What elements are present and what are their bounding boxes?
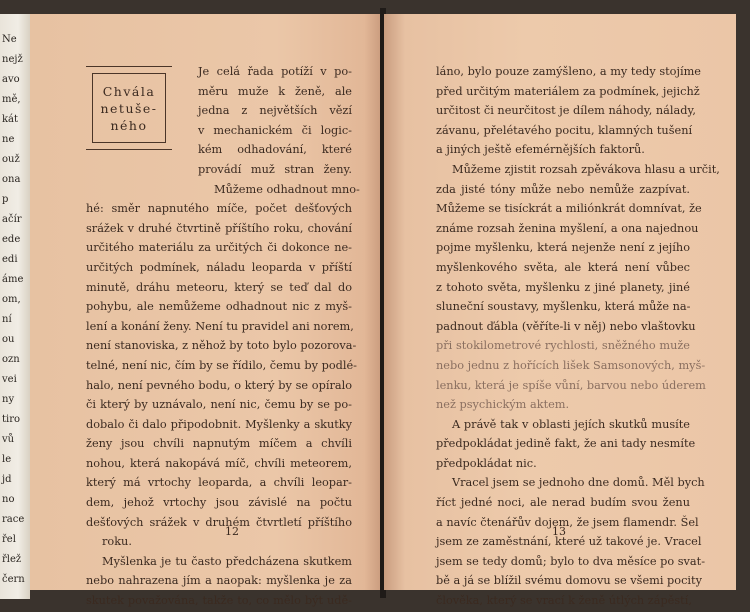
page-number-left: 12 — [225, 525, 239, 539]
text-line: halo, není pevného bodu, o který by se opíralo — [86, 378, 352, 392]
text-line: a jiných ještě efemérnějších faktorů. — [436, 143, 645, 157]
text-line: předpokládat nic. — [436, 456, 537, 470]
left-narrow-column — [198, 62, 360, 199]
text-line: či který by uznávalo, není nic, čemu by se po- — [86, 398, 352, 412]
edge-text-fragment: avo — [2, 74, 20, 85]
text-line: při stokilometrové rychlosti, sněžného muže — [436, 339, 690, 353]
text-line: a navíc čtenářův dojem, že jsem flamendr. Šel — [436, 515, 699, 529]
edge-text-fragment: ouž — [2, 154, 20, 165]
text-line: lenku, která je spíše vůní, barvou nebo úderem — [436, 378, 706, 392]
text-line: který má vrtochy leoparda, a chvíli leopar- — [86, 476, 352, 490]
text-line: Vracel jsem se jednoho dne domů. Měl bych — [452, 476, 705, 490]
edge-text-fragment: le — [2, 454, 12, 465]
edge-text-fragment: ní — [2, 314, 12, 325]
text-line: měru muže k ženě, ale — [198, 84, 352, 98]
text-line: pojme myšlenku, která nejenže není z jejího — [436, 241, 690, 255]
edge-text-fragment: vů — [2, 434, 15, 445]
text-line: zda jisté tóny může nebo nemůže zazpívat. — [436, 182, 690, 196]
text-line: srážek v druhé čtvrtině příštího roku, chování — [86, 221, 352, 235]
text-line: dobalo či dalo připodobnit. Myšlenky a skutky — [86, 417, 352, 431]
text-line: roku. — [102, 535, 132, 549]
edge-text-fragment: no — [2, 494, 15, 505]
text-line: v mechanickém či logic- — [198, 123, 352, 137]
text-line: Můžeme zjistit rozsah zpěvákova hlasu a určit, — [452, 162, 720, 176]
text-line: myšlenkového světa, ale která není vůbec — [436, 260, 690, 274]
edge-text-fragment: řlež — [2, 554, 22, 565]
text-line: dem, jehož vrtochy jsou závislé na počtu — [86, 496, 352, 510]
text-line: určitého materiálu za určitých či dokonce ne- — [86, 241, 352, 255]
text-line: bě a já se blížil svému domovu se všemi pocity — [436, 574, 702, 588]
text-line: Je celá řada potíží v po- — [198, 65, 352, 78]
text-line: dešťových srážek v druhém čtvrtletí příštího — [86, 515, 352, 529]
chapter-title-box — [86, 66, 172, 150]
text-line: člověka, který se vrací k ženě útlých zápěstí, — [436, 594, 692, 608]
edge-text-fragment: kát — [2, 114, 19, 125]
edge-text-fragment: p — [2, 194, 9, 205]
edge-text-fragment: ona — [2, 174, 21, 185]
edge-text-fragment: ne — [2, 134, 15, 145]
text-line: před určitým materiálem za podmínek, jejichž — [436, 84, 700, 98]
text-line: Můžeme se tisíckrát a miliónkrát domnívat, že — [436, 202, 702, 216]
text-line: než psychickým aktem. — [436, 398, 570, 412]
text-line: minutě, dráhu meteoru, který se teď dal do — [86, 280, 352, 294]
edge-text-fragment: nejž — [2, 54, 23, 65]
edge-text-fragment: edi — [2, 254, 18, 265]
text-line: z tohoto světa, myšlenku z jiné planety, jiné — [436, 280, 690, 294]
left-body-text — [86, 199, 357, 610]
text-line: nebo jednu z hořících lišek Samsonových, myš- — [436, 358, 706, 372]
text-line: provádí muž stran ženy. — [198, 162, 352, 176]
page-number-right: 13 — [552, 525, 566, 539]
text-line: říct jedné noci, ale nerad budím svou ženu — [436, 496, 690, 510]
edge-text-fragment: tiro — [2, 414, 21, 425]
text-line: není stanoviska, z něhož by toto bylo pozorova- — [86, 339, 357, 353]
text-line: kém odhadování, které — [198, 143, 352, 157]
text-line: jsem ze zaměstnání, které už takové je. Vracel — [436, 535, 702, 549]
text-line: jsem se tedy domů; bylo to dva měsíce po svat- — [436, 554, 706, 568]
edge-text-fragment: om, — [2, 294, 21, 305]
text-line: telné, není nic, čím by se řídilo, čemu by podlé- — [86, 358, 357, 372]
edge-text-fragment: čern — [2, 574, 25, 585]
edge-text-fragment: řel — [2, 534, 16, 545]
edge-text-fragment: ozn — [2, 354, 20, 365]
text-line: jedna z největších vězí — [198, 104, 352, 118]
edge-text-fragment: ačír — [2, 214, 22, 225]
edge-text-fragment: vei — [2, 374, 17, 385]
text-line: předpokládat jedině fakt, že ani tady nesmíte — [436, 437, 696, 451]
edge-text-fragment: mě, — [2, 94, 21, 105]
text-line: sluneční soustavy, myšlenku, která může na- — [436, 300, 691, 314]
text-line: padnout ďábla (věříte-li v něj) nebo vlaštovku — [436, 319, 696, 333]
edge-text-fragment: Ne — [2, 34, 17, 45]
text-line: nebo nahrazena jím a naopak: myšlenka je za — [86, 574, 352, 588]
left-page — [30, 14, 382, 608]
text-line: Můžeme odhadnout mno- — [214, 182, 360, 196]
chapter-title-line-1: Chvála — [102, 83, 156, 99]
chapter-title-line-3: ného — [110, 117, 148, 133]
adjacent-page-edge — [0, 14, 30, 599]
text-line: skutek považována, takže to, co mělo být udě- — [86, 594, 352, 608]
text-line: určitost či neurčitost je dílem náhody, nálady, — [436, 104, 696, 118]
text-line: láno, bylo pouze zamýšleno, a my tedy stojíme — [436, 65, 701, 78]
text-line: určitých podmínek, náladu leoparda v příští — [86, 260, 352, 274]
right-page — [384, 14, 736, 608]
edge-text-fragment: race — [2, 514, 25, 525]
text-line: ženy jsou chvíli napnutým míčem a chvíli — [86, 437, 352, 451]
text-line: A právě tak v oblasti jejích skutků musíte — [452, 417, 690, 431]
text-line: nohou, která nakopává míč, chvíli meteorem, — [86, 456, 352, 470]
edge-text-fragment: ede — [2, 234, 21, 245]
text-line: známe rozsah ženina myšlení, a ona najednou — [436, 221, 699, 235]
text-line: pohybu, ale nemůžeme odhadnout nic z myš- — [86, 300, 352, 314]
text-line: závanu, přelétavého pocitu, klamných tušení — [436, 123, 693, 137]
edge-text-fragment: jd — [2, 474, 12, 485]
text-line: Myšlenka je tu často předcházena skutkem — [102, 554, 352, 568]
text-line: hé: směr napnutého míče, počet dešťových — [86, 202, 352, 216]
text-line: lení a konání ženy. Není tu pravidel ani norem, — [86, 319, 354, 333]
edge-text-fragment: ou — [2, 334, 15, 345]
edge-text-fragment: ny — [2, 394, 15, 405]
edge-text-fragment: áme — [2, 274, 24, 285]
chapter-title-line-2: netuše- — [100, 100, 158, 116]
